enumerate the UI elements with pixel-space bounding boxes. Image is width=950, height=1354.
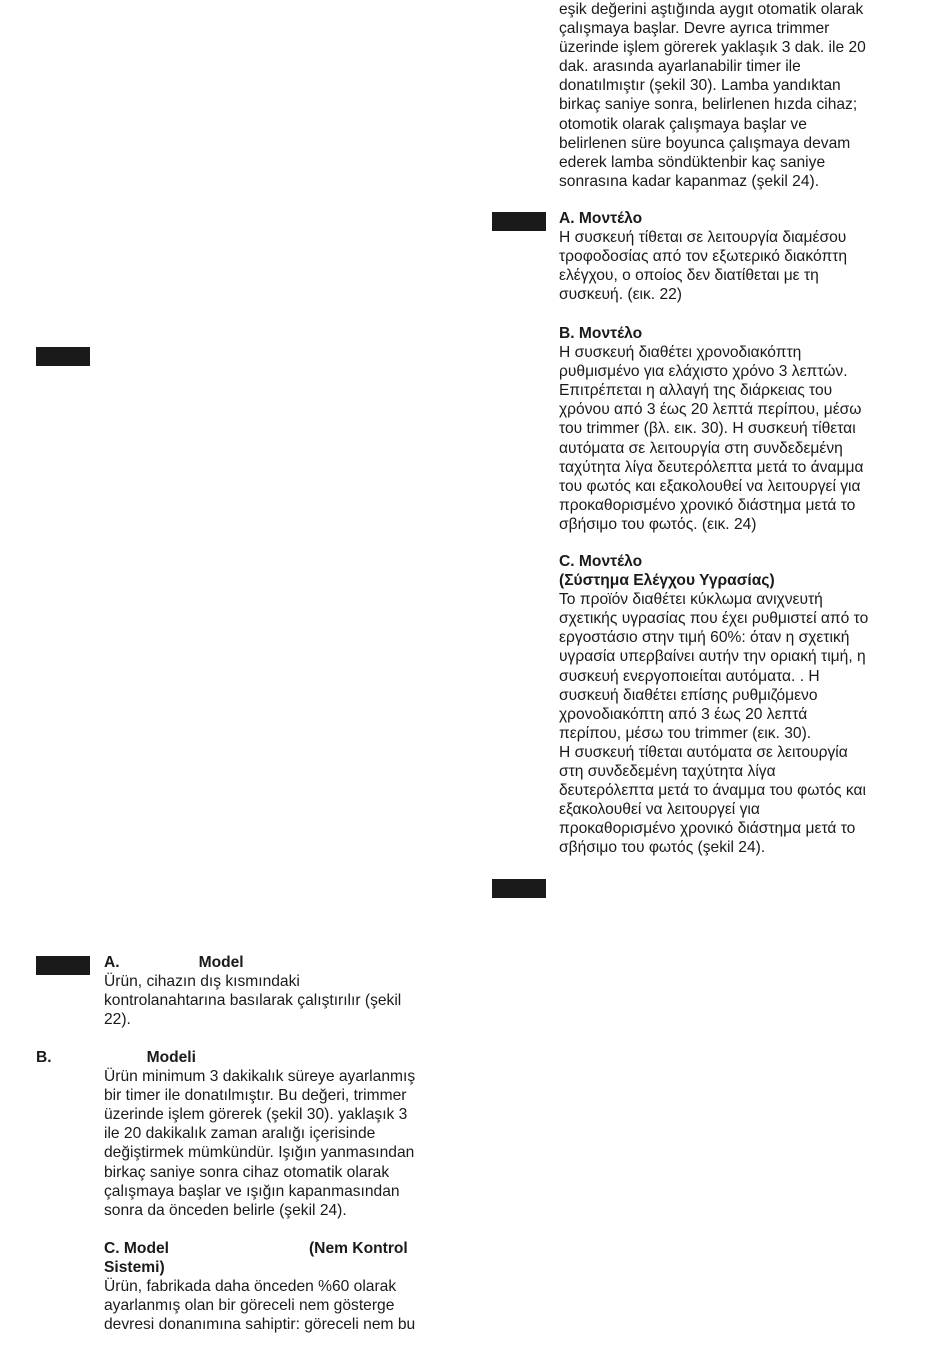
right-section-a (559, 209, 939, 304)
left-section-c-title-left: C. Model (104, 1240, 169, 1257)
left-section-a-word: Model (198, 954, 244, 971)
left-section-b-letter: B. (36, 1049, 52, 1066)
right-section-c-subtitle: (Σύστημα Ελέγχου Υγρασίας) (559, 572, 775, 590)
marker-bar-left-middle (36, 347, 90, 366)
left-section-b (36, 1048, 464, 1220)
left-section-a (104, 953, 464, 1029)
marker-bar-left-bottom (36, 956, 90, 975)
left-section-a-heading (104, 953, 464, 972)
right-section-b-title: B. Μοντέλο (559, 325, 643, 342)
left-section-a-letter: A. (104, 954, 120, 971)
right-section-c-title: C. Μοντέλο (559, 553, 643, 570)
right-section-c-body: Το προϊόν διαθέτει κύκλωμα ανιχνευτή σχετικής υγρασίας που έχει ρυθμιστεί από το εργοστάσιο στην τιμή 60%: όταν η σχετική υγρασία υπερβαίνει αυτήν την οριακή τιμή, η συσκευή ενεργοποιείται αυτόματα. . Η συσκευή διαθέτει επίσης ρυθμιζόμενο χρονοδιακόπτη από 3 έως 20 λεπτά περίπου, μέσω του trimmer (εικ. 30). Η συσκευή τίθεται αυτόματα σε λειτουργία στη συνδεδεμένη ταχύτητα λίγα δευτερόλεπτα μετά το άναμμα του φωτός και εξακολουθεί να λειτουργεί για προκαθορισμένο χρονικό διάστημα μετά το σβήσιμο του φωτός (şekil 24). (559, 591, 869, 857)
left-section-c-body: Ürün, fabrikada daha önceden %60 olarak ayarlanmış olan bir göreceli nem gösterge devresi donanımına sahiptir: göreceli nem bu (104, 1278, 416, 1334)
marker-bar-right-top (492, 212, 546, 231)
right-section-a-title: A. Μοντέλο (559, 210, 643, 227)
right-section-a-body: Η συσκευή τίθεται σε λειτουργία διαμέσου τροφοδοσίας από τον εξωτερικό διακόπτη ελέγχου, ο οποίος δεν διατίθεται με τη συσκευή. (εικ. 22) (559, 229, 848, 304)
left-section-c-heading (104, 1239, 464, 1258)
right-section-b-body: Η συσκευή διαθέτει χρονοδιακόπτη ρυθμισμένο για ελάχιστο χρόνο 3 λεπτών. Επιτρέπεται η αλλαγή της διάρκειας του χρόνου από 3 έως 20 λεπτά περίπου, μέσω του trimmer (βλ. εικ. 30). Η συσκευή τίθεται αυτόματα σε λειτουργία στη συνδεδεμένη ταχύτητα λίγα δευτερόλεπτα μετά το άναμμα του φωτός και εξακολουθεί να λειτουργεί για προκαθορισμένο χρονικό διάστημα μετά το σβήσιμο του φωτός. (εικ. 24) (559, 344, 864, 533)
left-section-b-heading (36, 1048, 464, 1067)
left-section-c-title-right: (Nem Kontrol (308, 1240, 408, 1257)
marker-bar-right-bottom (492, 879, 546, 898)
right-section-b (559, 324, 939, 534)
left-section-a-body: Ürün, cihazın dış kısmındaki kontrolanahtarına basılarak çalıştırılır (şekil 22). (104, 973, 402, 1029)
right-section-c (559, 552, 939, 858)
left-section-c-title-cont: Sistemi) (104, 1259, 165, 1277)
left-section-b-body: Ürün minimum 3 dakikalık süreye ayarlanmış bir timer ile donatılmıştır. Bu değeri, trimmer üzerinde işlem görerek (şekil 30). yaklaşık 3 ile 20 dakikalık zaman aralığı içerisinde değiştirmek mümkündür. Işığın yanmasından birkaç saniye sonra cihaz otomatik olarak çalışmaya başlar ve ışığın kapanmasından sonra da önceden belirle (şekil 24). (104, 1068, 416, 1219)
right-top-text: eşik değerini aştığında aygıt otomatik olarak çalışmaya başlar. Devre ayrıca trimmer üzerinde işlem görerek yaklaşık 3 dak. ile 20 dak. arasında ayarlanabilir timer ile donatılmıştır (şekil 30). Lamba yandıktan birkaç saniye sonra, belirlenen hızda cihaz; otomotik olarak çalışmaya başlar ve belirlenen süre boyunca çalışmaya devam ederek lamba söndüktenbir kaç saniye sonrasına kadar kapanmaz (şekil 24). (559, 1, 866, 190)
left-section-b-word: Modeli (146, 1049, 196, 1066)
left-section-c (104, 1239, 464, 1334)
right-top-paragraph (559, 0, 939, 191)
